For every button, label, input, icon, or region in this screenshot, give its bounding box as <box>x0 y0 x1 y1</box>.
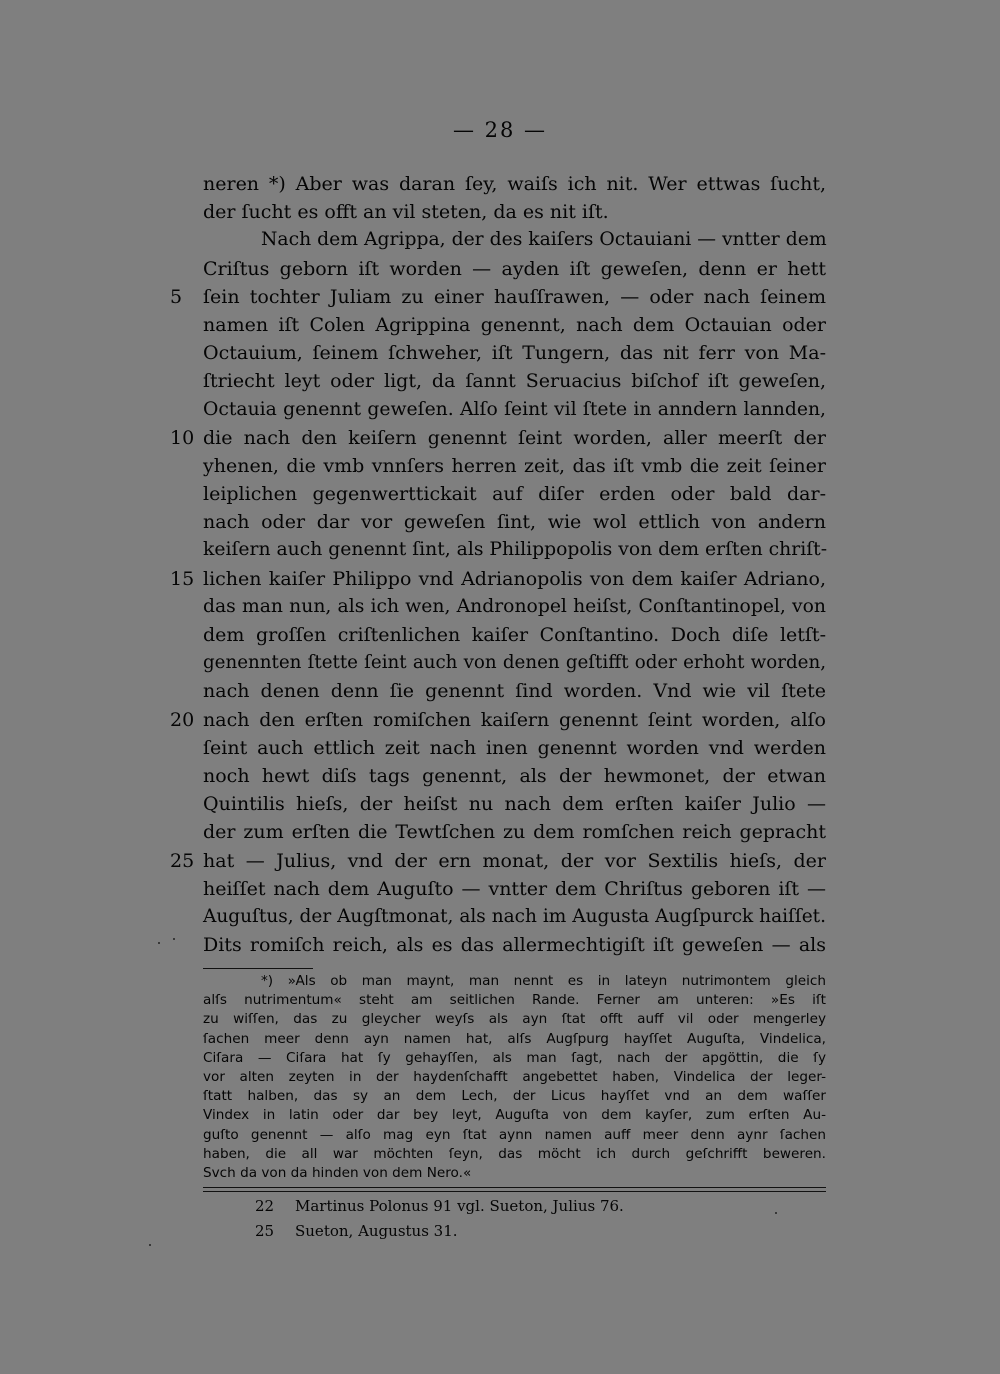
text-line <box>203 311 826 339</box>
line-text: leiplichen gegenwerttickait auf diſer erden oder bald dar- <box>203 483 826 506</box>
line-text: keiſern auch genennt ſint, als Philippopolis von dem erſten chriſt- <box>203 539 828 561</box>
text-line <box>203 593 826 621</box>
text-line <box>203 649 826 677</box>
page-speck <box>149 1244 151 1246</box>
text-line <box>170 283 826 311</box>
text-line <box>203 762 826 790</box>
line-text: genennten ſtette ſeint auch von denen geſtifft oder erhoht worden, <box>203 652 826 674</box>
line-text: hat — Julius, vnd der ern monat, der vor Sextilis hieſs, der <box>203 849 826 872</box>
line-text: Criſtus geborn iſt worden — ayden iſt geweſen, denn er hett <box>203 257 826 280</box>
page-number: — 28 — <box>452 118 548 142</box>
text-line <box>203 903 826 931</box>
footnote-line: ſachen meer denn ayn namen hat, alſs Augſpurg hayſſet Auguſta, Vindelica, <box>203 1030 826 1047</box>
text-line <box>203 677 826 705</box>
line-text: die nach den keiſern genennt ſeint worden, aller meerſt der <box>203 426 826 449</box>
text-line <box>203 198 826 226</box>
line-text: Nach dem Agrippa, der des kaiſers Octauiani — vntter dem <box>261 229 827 251</box>
text-line <box>170 847 826 875</box>
line-text: ſtriecht leyt oder ligt, da ſannt Seruacius biſchof iſt geweſen, <box>203 370 826 393</box>
line-text: dem groſſen criſtenlichen kaiſer Conſtantino. Doch diſe letſt- <box>203 624 826 646</box>
footnote-line: haben, die all war möchten ſeyn, das möcht ich durch geſchrifft beweren. <box>203 1145 826 1162</box>
footnote-line: *) »Als ob man maynt, man nennt es in lateyn nutrimontem gleich <box>261 973 826 989</box>
text-line <box>203 170 826 198</box>
line-text: Octauia genennt geweſen. Alſo ſeint vil ſtete in anndern lannden, <box>203 398 826 420</box>
apparatus-line-ref: 25 <box>255 1222 275 1240</box>
line-text: nach denen denn ſie genennt ſind worden. Vnd wie vil ſtete <box>203 680 826 703</box>
line-text: nach den erſten romiſchen kaiſern genennt ſeint worden, alſo <box>203 708 826 731</box>
footnote-line: Vindex in latin oder dar bey leyt, Auguſta von dem kayſer, zum erſten Au- <box>203 1107 826 1124</box>
text-line <box>203 931 826 959</box>
text-line <box>203 875 826 903</box>
line-number: 15 <box>170 567 195 590</box>
text-line <box>203 452 826 480</box>
critical-apparatus <box>255 1194 815 1244</box>
footnote-line: zu wiſſen, das zu gleycher weyſs als ayn ſtat offt auff vil oder mengerley <box>203 1011 826 1028</box>
line-number: 25 <box>170 849 195 872</box>
footnote-separator <box>203 968 313 969</box>
line-text: nach oder dar vor geweſen ſint, wie wol ettlich von andern <box>203 511 826 534</box>
apparatus-text: Martinus Polonus 91 vgl. Sueton, Julius 76. <box>295 1197 624 1215</box>
line-text: lichen kaiſer Philippo vnd Adrianopolis von dem kaiſer Adriano, <box>203 567 826 590</box>
line-text: noch hewt diſs tags genennt, als der hewmonet, der etwan <box>203 764 826 787</box>
text-line <box>203 734 826 762</box>
line-text: der zum erſten die Tewtſchen zu dem romſchen reich gepracht <box>203 821 826 844</box>
footnote-line: Ciſara — Ciſara hat ſy gehayſſen, als man ſagt, nach der apgöttin, die ſy <box>203 1049 826 1066</box>
apparatus-line-ref: 22 <box>255 1197 275 1215</box>
text-line <box>203 367 826 395</box>
text-line <box>170 424 826 452</box>
footnote-line: ſtatt halben, das sy an dem Lech, der Licus hayſſet vnd an dem waſſer <box>203 1088 826 1105</box>
line-text: Quintilis hieſs, der heiſst nu nach dem erſten kaiſer Julio — <box>203 793 826 816</box>
line-text: der ſucht es offt an vil steten, da es nit iſt. <box>203 201 609 224</box>
line-text: das man nun, als ich wen, Andronopel heiſst, Conſtantinopel, von <box>203 595 826 617</box>
footnote-line: vor alten zeyten in der haydenſchafft angebettet haben, Vindelica der leger- <box>203 1068 826 1085</box>
apparatus-text: Sueton, Augustus 31. <box>295 1222 458 1240</box>
main-text <box>170 170 828 959</box>
text-line <box>203 339 826 367</box>
line-text: heiſſet nach dem Auguſto — vntter dem Chriſtus geboren iſt — <box>203 877 826 900</box>
text-line <box>203 480 826 508</box>
text-line <box>203 226 826 254</box>
text-line <box>203 621 826 649</box>
line-text: Dits romiſch reich, als es das allermechtigiſt iſt geweſen — als <box>203 934 826 957</box>
text-line <box>170 706 826 734</box>
line-text: yhenen, die vmb vnnſers herren zeit, das iſt vmb die zeit ſeiner <box>203 454 826 477</box>
text-line <box>203 396 826 424</box>
page-speck <box>775 1212 777 1214</box>
text-line <box>203 818 826 846</box>
footnote <box>203 972 826 1183</box>
apparatus-entry <box>255 1219 815 1244</box>
line-text: ſein tochter Juliam zu einer hauſſrawen, — oder nach ſeinem <box>203 285 826 308</box>
line-number: 20 <box>170 708 195 731</box>
text-line <box>203 536 826 564</box>
apparatus-separator <box>203 1187 826 1192</box>
text-line <box>170 565 826 593</box>
page-speck <box>173 938 175 940</box>
line-text: Octauium, ſeinem ſchweher, iſt Tungern, das nit ferr von Ma- <box>203 342 826 365</box>
footnote-line: Svch da von da hinden von dem Nero.« <box>203 1164 472 1181</box>
line-text: Auguſtus, der Augſtmonat, als nach im Augusta Augſpurck haiſſet. <box>203 905 826 927</box>
line-text: namen iſt Colen Agrippina genennt, nach dem Octauian oder <box>203 313 826 336</box>
line-number: 10 <box>170 426 195 449</box>
text-line <box>203 255 826 283</box>
page-speck <box>158 942 160 944</box>
text-line <box>203 508 826 536</box>
line-text: ſeint auch ettlich zeit nach inen genennt worden vnd werden <box>203 736 826 759</box>
footnote-line: alſs nutrimentum« steht am seitlichen Rande. Ferner am unteren: »Es iſt <box>203 992 826 1009</box>
text-line <box>203 790 826 818</box>
footnote-line: guſto genennt — alſo mag eyn ſtat aynn namen auff meer denn aynr ſachen <box>203 1126 826 1143</box>
apparatus-entry <box>255 1194 815 1219</box>
line-number: 5 <box>170 285 183 308</box>
line-text: neren *) Aber was daran ſey, waiſs ich nit. Wer ettwas ſucht, <box>203 173 826 195</box>
